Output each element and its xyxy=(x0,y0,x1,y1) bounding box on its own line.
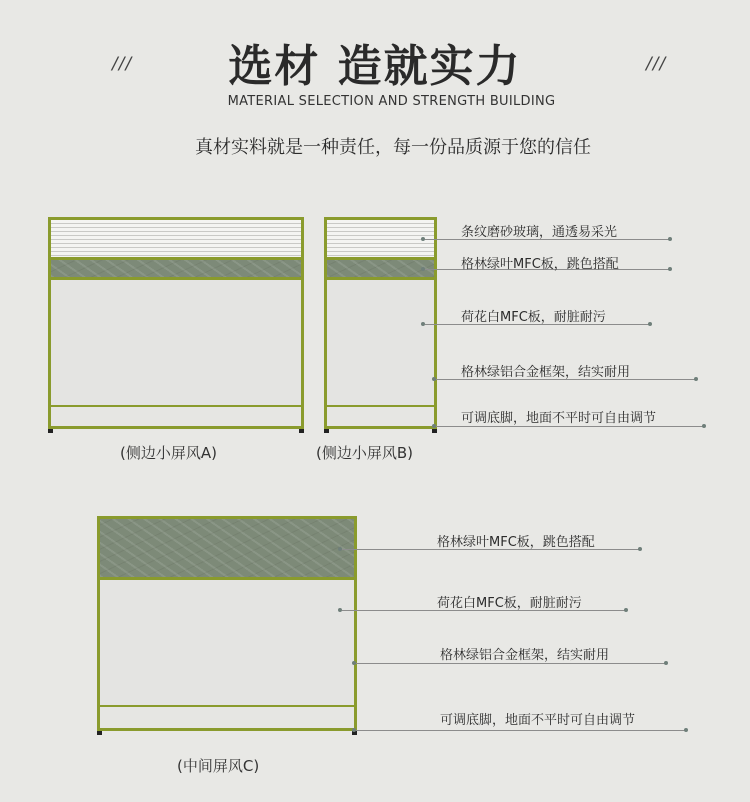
annotation-feet: 可调底脚，地面不平时可自由调节 xyxy=(440,713,636,728)
white-mfc-panel xyxy=(51,280,301,405)
foot-icon xyxy=(299,429,304,433)
glass-panel xyxy=(327,220,434,260)
callout-line xyxy=(436,426,704,427)
callout-dot xyxy=(694,377,698,381)
callout-dot xyxy=(624,608,628,612)
glass-panel xyxy=(51,220,301,260)
page-tagline: 真材实料就是一种责任，每一份品质源于您的信任 xyxy=(195,137,591,158)
green-mfc-panel xyxy=(51,260,301,280)
decor-slashes-right: /// xyxy=(646,54,667,74)
screen-a-illustration xyxy=(48,217,304,429)
caption-screen-c: (中间屏风C) xyxy=(177,757,260,775)
annotation-feet: 可调底脚，地面不平时可自由调节 xyxy=(461,411,657,426)
callout-dot xyxy=(668,267,672,271)
callout-line xyxy=(356,663,666,664)
annotation-green-mfc: 格林绿叶MFC板，跳色搭配 xyxy=(461,257,619,272)
annotation-green-mfc: 格林绿叶MFC板，跳色搭配 xyxy=(437,535,595,550)
bottom-rail xyxy=(327,405,434,426)
bottom-rail xyxy=(100,705,354,728)
caption-screen-a: (侧边小屏风A) xyxy=(120,444,217,462)
white-mfc-panel xyxy=(100,580,354,705)
annotation-white-mfc: 荷花白MFC板，耐脏耐污 xyxy=(437,596,582,611)
white-mfc-panel xyxy=(327,280,434,405)
page-subtitle-en: MATERIAL SELECTION AND STRENGTH BUILDING xyxy=(227,94,556,109)
decor-slashes-left: /// xyxy=(112,54,133,74)
callout-dot xyxy=(684,728,688,732)
page-title: 选材 造就实力 xyxy=(228,41,522,92)
annotation-frame: 格林绿铝合金框架，结实耐用 xyxy=(461,365,631,380)
annotation-glass: 条纹磨砂玻璃，通透易采光 xyxy=(461,225,618,240)
callout-dot xyxy=(664,661,668,665)
foot-icon xyxy=(48,429,53,433)
callout-dot xyxy=(668,237,672,241)
callout-dot xyxy=(638,547,642,551)
screen-c-illustration xyxy=(97,516,357,731)
caption-screen-b: (侧边小屏风B) xyxy=(316,444,413,462)
green-mfc-panel xyxy=(327,260,434,280)
foot-icon xyxy=(97,731,102,735)
foot-icon xyxy=(432,429,437,433)
annotation-white-mfc: 荷花白MFC板，耐脏耐污 xyxy=(461,310,606,325)
annotation-frame: 格林绿铝合金框架，结实耐用 xyxy=(440,648,610,663)
bottom-rail xyxy=(51,405,301,426)
callout-dot xyxy=(702,424,706,428)
foot-icon xyxy=(324,429,329,433)
callout-dot xyxy=(648,322,652,326)
callout-line xyxy=(356,730,686,731)
green-mfc-panel xyxy=(100,519,354,580)
